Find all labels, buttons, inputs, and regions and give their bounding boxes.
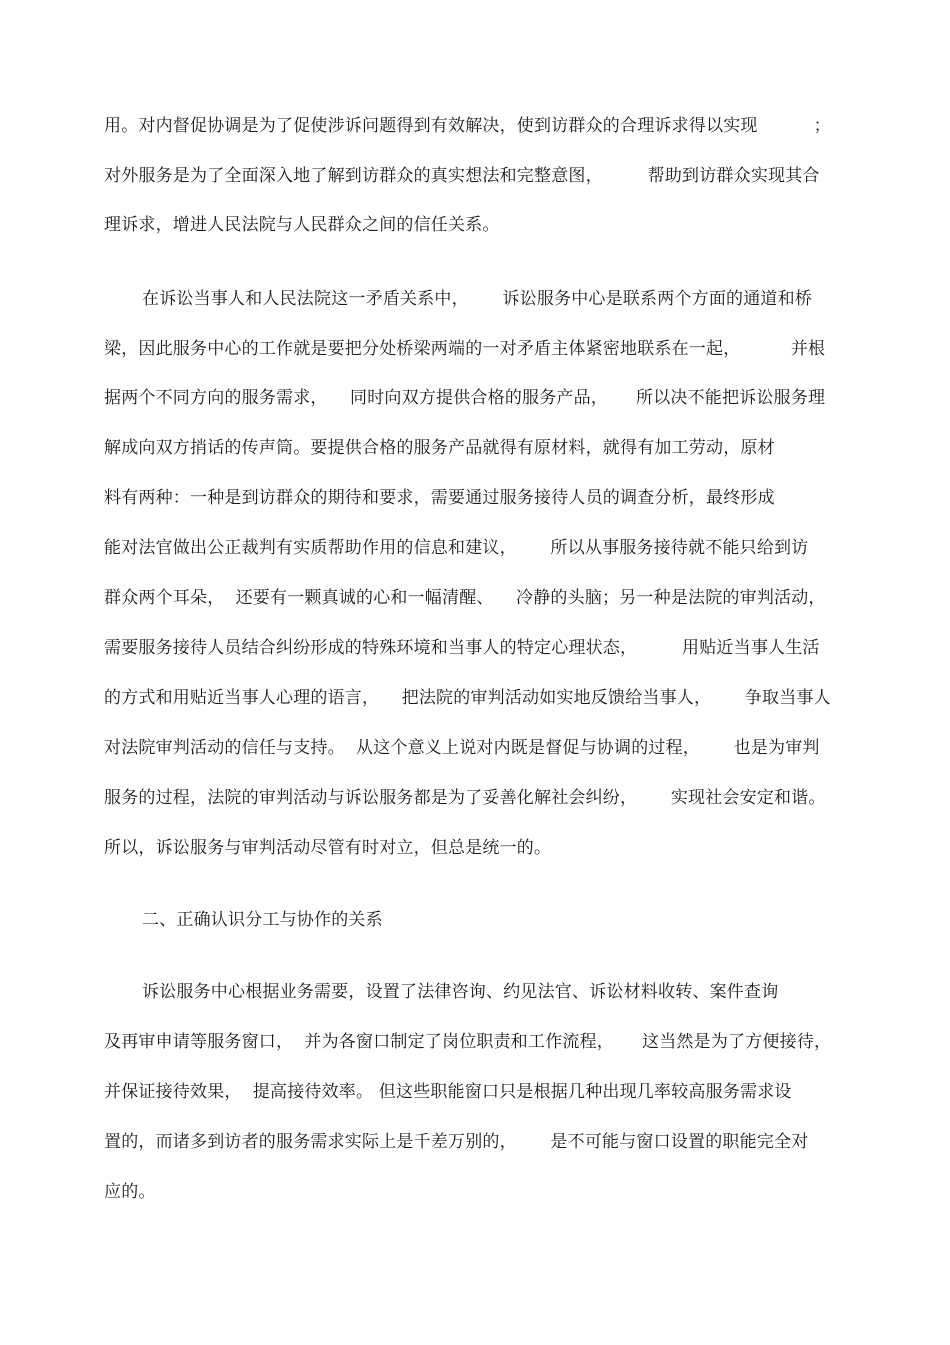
- paragraph-2-line-3: 据两个不同方向的服务需求， 同时向双方提供合格的服务产品， 所以决不能把诉讼服务理: [104, 388, 826, 408]
- paragraph-2-line-7: 群众两个耳朵， 还要有一颗真诚的心和一幅清醒、 冷静的头脑；另一种是法院的审判活动，: [104, 588, 826, 608]
- paragraph-1-line-3: 理诉求，增进人民法院与人民群众之间的信任关系。: [104, 215, 500, 235]
- paragraph-2-line-9: 的方式和用贴近当事人心理的语言， 把法院的审判活动如实地反馈给当事人， 争取当事人: [104, 688, 831, 708]
- paragraph-2-line-8: 需要服务接待人员结合纠纷形成的特殊环境和当事人的特定心理状态， 用贴近当事人生活: [104, 638, 820, 658]
- paragraph-2-line-11: 服务的过程，法院的审判活动与诉讼服务都是为了妥善化解社会纠纷， 实现社会安定和谐。: [104, 788, 826, 808]
- paragraph-2-line-5: 料有两种：一种是到访群众的期待和要求，需要通过服务接待人员的调查分析，最终形成: [104, 488, 775, 508]
- paragraph-3-line-3: 并保证接待效果， 提高接待效率。 但这些职能窗口只是根据几种出现几率较高服务需求设: [104, 1082, 792, 1102]
- paragraph-2-line-10: 对法院审判活动的信任与支持。 从这个意义上说对内既是督促与协调的过程， 也是为审判: [104, 738, 820, 758]
- paragraph-2-line-12: 所以，诉讼服务与审判活动尽管有时对立，但总是统一的。: [104, 838, 552, 858]
- paragraph-2-line-4: 解成向双方捎话的传声筒。要提供合格的服务产品就得有原材料，就得有加工劳动，原材: [104, 438, 775, 458]
- paragraph-3-line-5: 应的。: [104, 1182, 156, 1202]
- paragraph-2-line-1: 在诉讼当事人和人民法院这一矛盾关系中， 诉讼服务中心是联系两个方面的通道和桥: [142, 289, 813, 309]
- paragraph-3-line-4: 置的，而诸多到访者的服务需求实际上是千差万别的， 是不可能与窗口设置的职能完全对: [104, 1132, 809, 1152]
- paragraph-3-line-2: 及再审申请等服务窗口， 并为各窗口制定了岗位职责和工作流程， 这当然是为了方便接待，: [104, 1032, 832, 1052]
- paragraph-1-line-2: 对外服务是为了全面深入地了解到访群众的真实想法和完整意图， 帮助到访群众实现其合: [104, 166, 820, 186]
- paragraph-3-line-1: 诉讼服务中心根据业务需要，设置了法律咨询、约见法官、诉讼材料收转、案件查询: [142, 982, 779, 1002]
- section-heading: 二、正确认识分工与协作的关系: [142, 910, 383, 930]
- paragraph-2-line-2: 梁，因此服务中心的工作就是要把分处桥梁两端的一对矛盾主体紧密地联系在一起， 并根: [104, 339, 826, 359]
- paragraph-2-line-6: 能对法官做出公正裁判有实质帮助作用的信息和建议， 所以从事服务接待就不能只给到访: [104, 538, 809, 558]
- paragraph-1-line-1: 用。对内督促协调是为了促使涉诉问题得到有效解决，使到访群众的合理诉求得以实现 ；: [104, 116, 831, 136]
